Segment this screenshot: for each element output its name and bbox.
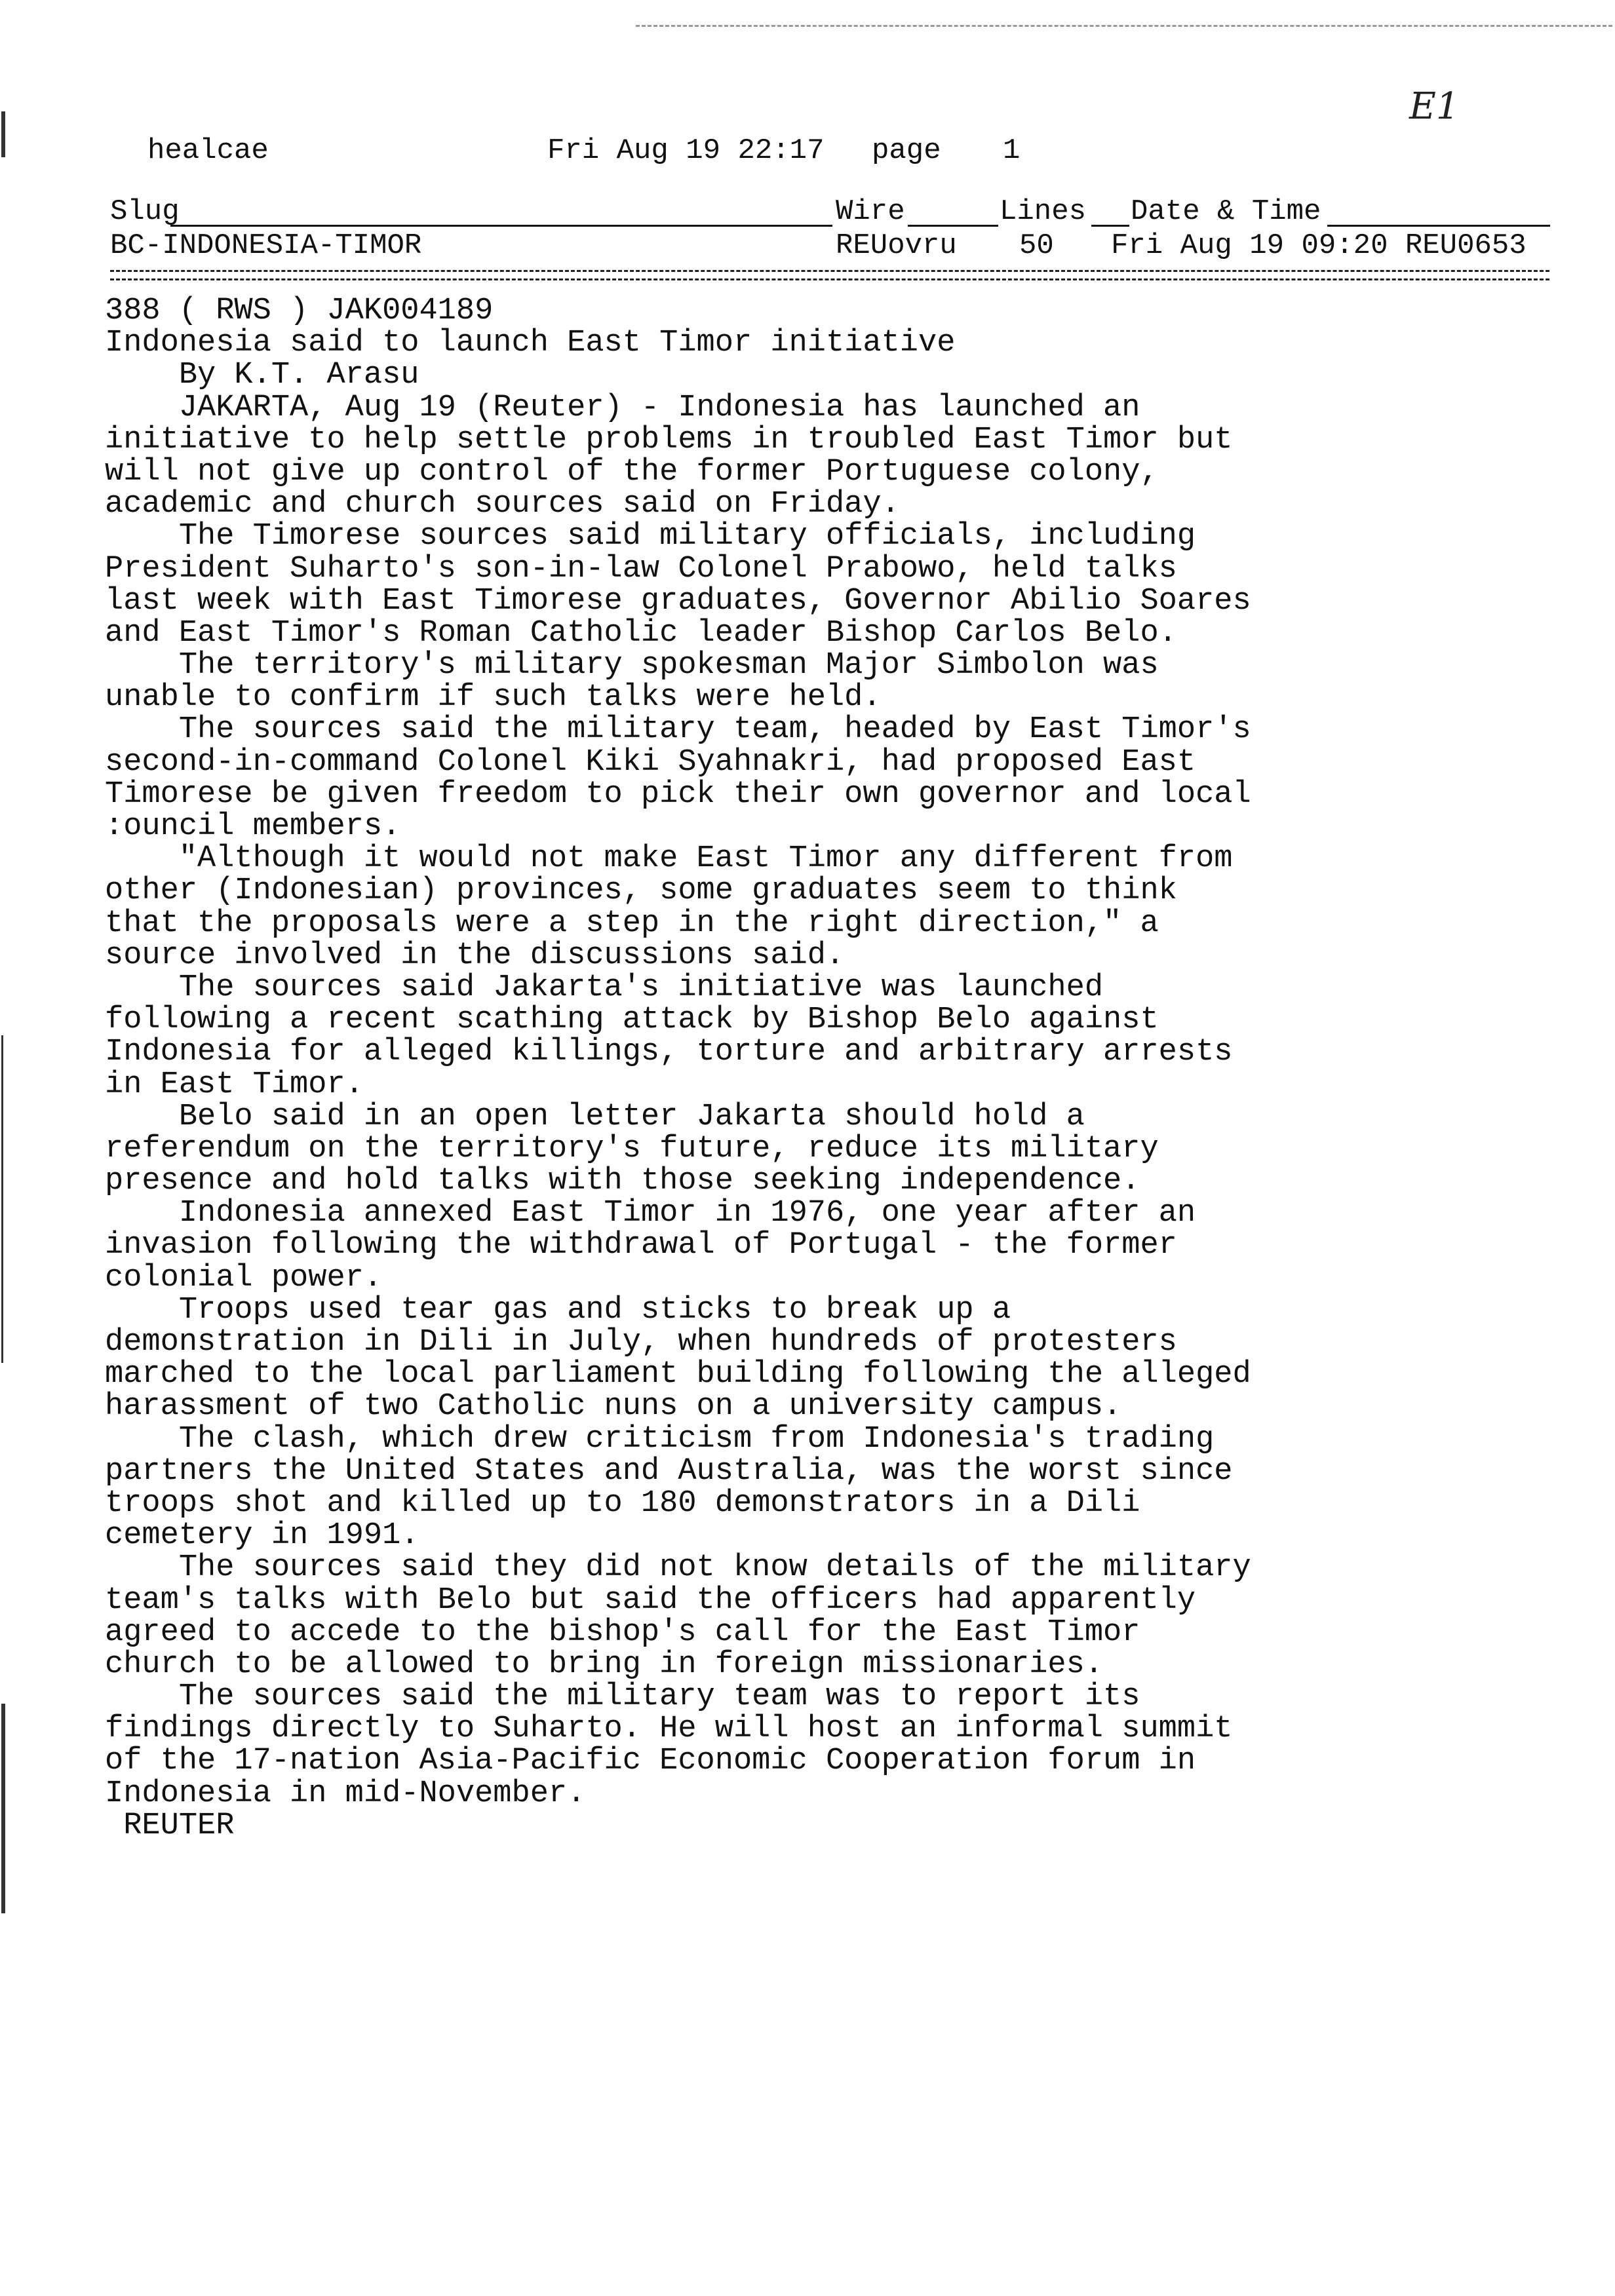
double-rule [110,270,1549,280]
story-line: of the 17-nation Asia-Pacific Economic Cooperation forum in [105,1744,1196,1779]
story-line: Indonesia in mid-November. [105,1776,586,1811]
story-line: The sources said the military team was to report its [105,1679,1140,1715]
story-line: last week with East Timorese graduates, Governor Abilio Soares [105,583,1251,619]
slug-value: BC-INDONESIA-TIMOR [110,229,422,262]
story-line: The Timorese sources said military officials, including [105,519,1196,554]
story-line: and East Timor's Roman Catholic leader Bishop Carlos Belo. [105,615,1177,651]
story-line: second-in-command Colonel Kiki Syahnakri, had proposed East [105,744,1196,780]
header-page-number: 1 [1003,134,1021,167]
story-line: The sources said the military team, headed by East Timor's [105,712,1251,748]
story-line: troops shot and killed up to 180 demonstrators in a Dili [105,1485,1140,1521]
story-line: The sources said they did not know details of the military [105,1550,1251,1586]
story-line: unable to confirm if such talks were held. [105,680,882,716]
story-line: in East Timor. [105,1067,364,1102]
story-line: team's talks with Belo but said the officers had apparently [105,1582,1196,1618]
story-line: Indonesia said to launch East Timor initiative [105,326,956,361]
story-line: By K.T. Arasu [105,358,419,393]
scan-edge-mark [1,1704,5,1913]
story-line: that the proposals were a step in the right direction," a [105,906,1159,941]
story-line: partners the United States and Australia, was the worst since [105,1453,1233,1489]
handwritten-note: E1 [1409,85,1460,128]
story-line: :ouncil members. [105,809,401,844]
story-line: The sources said Jakarta's initiative was launched [105,970,1104,1005]
story-line: academic and church sources said on Friday. [105,487,900,522]
story-line: demonstration in Dili in July, when hundreds of protesters [105,1325,1177,1360]
story-line: The territory's military spokesman Major Simbolon was [105,648,1159,683]
story-line: referendum on the territory's future, reduce its military [105,1131,1159,1166]
top-dashed-line [636,25,1612,27]
story-line: agreed to accede to the bishop's call for the East Timor [105,1615,1140,1650]
lines-underline [1091,225,1129,227]
wire-value: REUovru [836,229,957,262]
slug-label: Slug [110,195,180,228]
story-line: The clash, which drew criticism from Indonesia's trading [105,1421,1215,1457]
story-line: will not give up control of the former Portuguese colony, [105,454,1159,489]
story-line: invasion following the withdrawal of Portugal - the former [105,1228,1177,1263]
datetime-underline [1327,225,1550,227]
wire-underline [908,225,998,227]
story-line: colonial power. [105,1260,383,1295]
story-line: cemetery in 1991. [105,1518,419,1554]
wire-label: Wire [836,195,905,228]
story-line: harassment of two Catholic nuns on a university campus. [105,1389,1122,1425]
story-body [105,295,1547,1842]
story-line: source involved in the discussions said. [105,938,845,973]
story-line: President Suharto's son-in-law Colonel Prabowo, held talks [105,551,1177,586]
story-line: REUTER [105,1808,235,1843]
datetime-label: Date & Time [1131,195,1321,228]
header-username: healcae [147,134,269,167]
scan-edge-mark [1,111,5,157]
story-line: initiative to help settle problems in troubled East Timor but [105,422,1233,457]
datetime-value: Fri Aug 19 09:20 REU0653 [1111,229,1527,262]
slug-underline [170,225,832,227]
story-line: Troops used tear gas and sticks to break up a [105,1292,1011,1328]
scan-edge-mark [1,1035,3,1363]
lines-value: 50 [1019,229,1054,262]
story-line: church to be allowed to bring in foreign missionaries. [105,1647,1104,1682]
story-line: findings directly to Suharto. He will host an informal summit [105,1712,1233,1747]
story-line: marched to the local parliament building following the alleged [105,1357,1251,1392]
story-line: 388 ( RWS ) JAK004189 [105,294,494,328]
story-line: following a recent scathing attack by Bishop Belo against [105,1003,1159,1038]
story-line: Indonesia for alleged killings, torture and arbitrary arrests [105,1035,1233,1070]
story-line: presence and hold talks with those seeking independence. [105,1164,1140,1199]
header-page-label: page [872,134,941,167]
story-line: Indonesia annexed East Timor in 1976, one year after an [105,1196,1196,1231]
story-line: "Although it would not make East Timor any different from [105,841,1233,877]
lines-label: Lines [1000,195,1087,228]
story-line: JAKARTA, Aug 19 (Reuter) - Indonesia has launched an [105,390,1140,425]
header-datetime: Fri Aug 19 22:17 [547,134,825,167]
story-line: other (Indonesian) provinces, some graduates seem to think [105,873,1177,909]
story-line: Belo said in an open letter Jakarta should hold a [105,1099,1085,1134]
story-line: Timorese be given freedom to pick their own governor and local [105,776,1251,812]
